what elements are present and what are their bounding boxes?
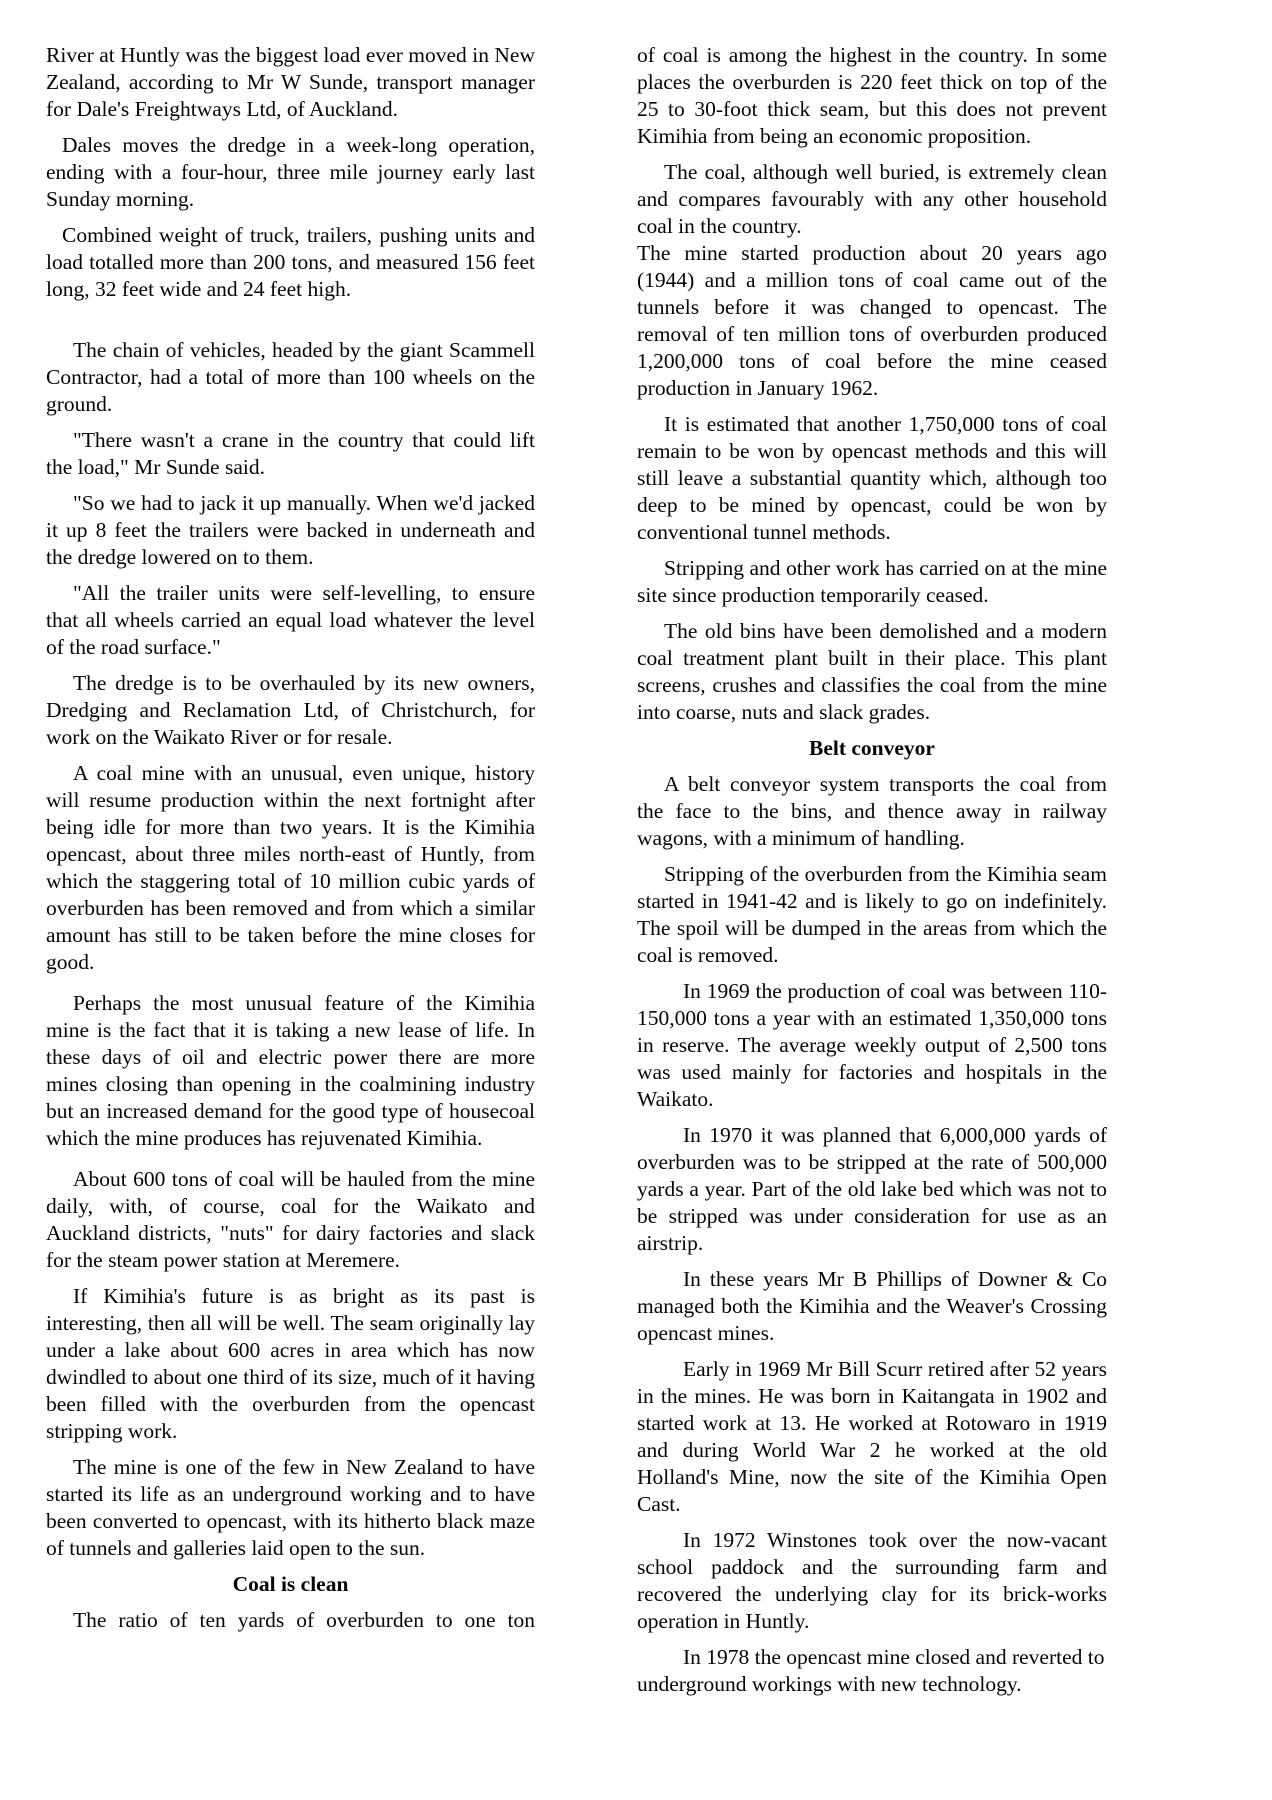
paragraph: In 1978 the opencast mine closed and reverted to underground workings with new technology. xyxy=(637,1645,1105,1696)
paragraph: The mine started production about 20 years ago (1944) and a million tons of coal came out of the tunnels before it was changed to opencast. The removal of ten million tons of overburden produced 1,200,000 tons of coal before the mine ceased production in January 1962. xyxy=(637,241,1107,400)
paragraph: Dales moves the dredge in a week-long operation, ending with a four-hour, three mile journey early last Sunday morning. xyxy=(46,133,535,211)
paragraph: In 1969 the production of coal was between 110-150,000 tons a year with an estimated 1,350,000 tons in reserve. The average weekly output of 2,500 tons was used mainly for factories and hospitals in the Waikato. xyxy=(637,979,1107,1111)
left-text-column xyxy=(46,42,535,1643)
paragraph: Early in 1969 Mr Bill Scurr retired after 52 years in the mines. He was born in Kaitangata in 1902 and started work at 13. He worked at Rotowaro in 1919 and during World War 2 he worked at the old Holland's Mine, now the site of the Kimihia Open Cast. xyxy=(637,1357,1107,1516)
paragraph: About 600 tons of coal will be hauled from the mine daily, with, of course, coal for the Waikato and Auckland districts, "nuts" for dairy factories and slack for the steam power station at Meremere. xyxy=(46,1167,535,1272)
paragraph: River at Huntly was the biggest load ever moved in New Zealand, according to Mr W Sunde, transport manager for Dale's Freightways Ltd, of Auckland. xyxy=(46,43,535,121)
paragraph: The ratio of ten yards of overburden to one ton xyxy=(73,1608,535,1632)
paragraph: "There wasn't a crane in the country that could lift the load," Mr Sunde said. xyxy=(46,428,535,479)
paragraph: In 1972 Winstones took over the now-vacant school paddock and the surrounding farm and recovered the underlying clay for its brick-works operation in Huntly. xyxy=(637,1528,1107,1633)
paragraph: Stripping of the overburden from the Kimihia seam started in 1941-42 and is likely to go on indefinitely. The spoil will be dumped in the areas from which the coal is removed. xyxy=(637,862,1107,967)
paragraph: If Kimihia's future is as bright as its past is interesting, then all will be well. The seam originally lay under a lake about 600 acres in area which has now dwindled to about one third of its size, much of it having been filled with the overburden from the opencast stripping work. xyxy=(46,1284,535,1443)
right-text-column xyxy=(637,42,1107,1707)
paragraph: Perhaps the most unusual feature of the Kimihia mine is the fact that it is taking a new lease of life. In these days of oil and electric power there are more mines closing than opening in the coalmining industry but an increased demand for the good type of housecoal which the mine produces has rejuvenated Kimihia. xyxy=(46,991,535,1150)
paragraph: A coal mine with an unusual, even unique, history will resume production within the next fortnight after being idle for more than two years. It is the Kimihia opencast, about three miles north-east of Huntly, from which the staggering total of 10 million cubic yards of overburden has been removed and from which a similar amount has still to be taken before the mine closes for good. xyxy=(46,761,535,974)
paragraph: The mine is one of the few in New Zealand to have started its life as an underground working and to have been converted to opencast, with its hitherto black maze of tunnels and galleries laid open to the sun. xyxy=(46,1455,535,1560)
paragraph: The old bins have been demolished and a modern coal treatment plant built in their place. This plant screens, crushes and classifies the coal from the mine into coarse, nuts and slack grades. xyxy=(637,619,1107,724)
paragraph: A belt conveyor system transports the coal from the face to the bins, and thence away in railway wagons, with a minimum of handling. xyxy=(637,772,1107,850)
paragraph: "All the trailer units were self-levelling, to ensure that all wheels carried an equal load whatever the level of the road surface." xyxy=(46,581,535,659)
paragraph: In 1970 it was planned that 6,000,000 yards of overburden was to be stripped at the rate of 500,000 yards a year. Part of the old lake bed which was not to be stripped was under consideration for use as an airstrip. xyxy=(637,1123,1107,1255)
paragraph: The chain of vehicles, headed by the giant Scammell Contractor, had a total of more than 100 wheels on the ground. xyxy=(46,338,535,416)
paragraph: "So we had to jack it up manually. When we'd jacked it up 8 feet the trailers were backed in underneath and the dredge lowered on to them. xyxy=(46,491,535,569)
section-heading: Belt conveyor xyxy=(809,736,935,760)
paragraph: In these years Mr B Phillips of Downer & Co managed both the Kimihia and the Weaver's Crossing opencast mines. xyxy=(637,1267,1107,1345)
paragraph: of coal is among the highest in the country. In some places the overburden is 220 feet thick on top of the 25 to 30-foot thick seam, but this does not prevent Kimihia from being an economic proposition. xyxy=(637,43,1107,148)
paragraph: The dredge is to be overhauled by its new owners, Dredging and Reclamation Ltd, of Christchurch, for work on the Waikato River or for resale. xyxy=(46,671,535,749)
paragraph: Stripping and other work has carried on at the mine site since production temporarily ceased. xyxy=(637,556,1107,607)
paragraph: Combined weight of truck, trailers, pushing units and load totalled more than 200 tons, and measured 156 feet long, 32 feet wide and 24 feet high. xyxy=(46,223,535,301)
paragraph: The coal, although well buried, is extremely clean and compares favourably with any other household coal in the country. xyxy=(637,160,1107,238)
paragraph: It is estimated that another 1,750,000 tons of coal remain to be won by opencast methods and this will still leave a substantial quantity which, although too deep to be mined by opencast, could be won by conventional tunnel methods. xyxy=(637,412,1107,544)
section-heading: Coal is clean xyxy=(232,1572,349,1596)
